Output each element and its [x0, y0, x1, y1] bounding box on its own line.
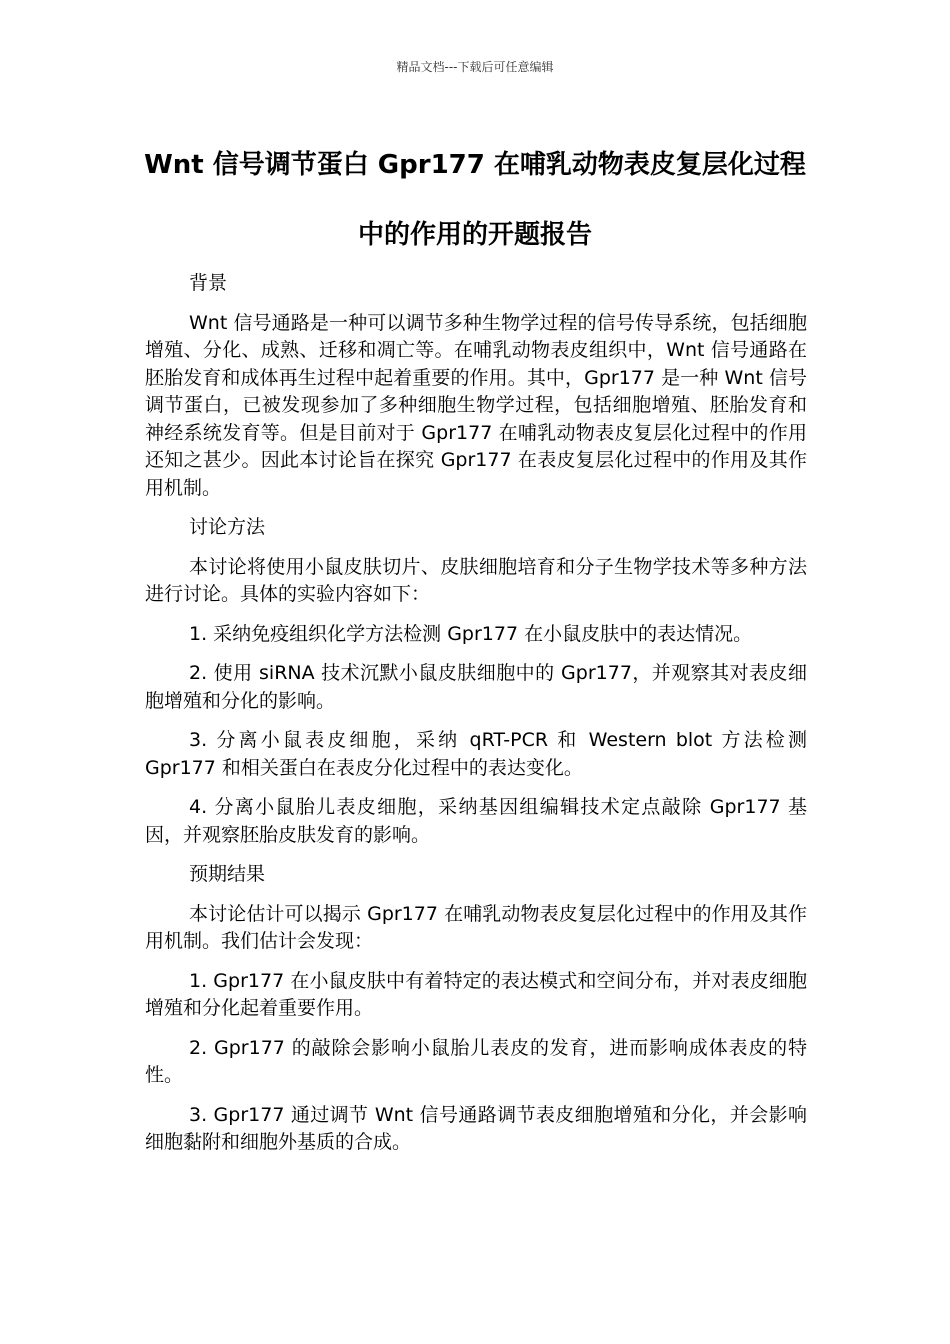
document-body [145, 270, 807, 1169]
method-item-2: 2. 使用 siRNA 技术沉默小鼠皮肤细胞中的 Gpr177，并观察其对表皮细胞增殖和分化的影响。 [145, 662, 807, 712]
method-item-1: 1. 采纳免疫组织化学方法检测 Gpr177 在小鼠皮肤中的表达情况。 [189, 622, 753, 645]
results-intro-paragraph: 本讨论估计可以揭示 Gpr177 在哺乳动物表皮复层化过程中的作用及其作用机制。我们估计会发现： [145, 902, 807, 952]
method-item-3: 3. 分离小鼠表皮细胞，采纳 qRT-PCR 和 Western blot 方法检测 Gpr177 和相关蛋白在表皮分化过程中的表达变化。 [145, 729, 807, 779]
method-intro-paragraph: 本讨论将使用小鼠皮肤切片、皮肤细胞培育和分子生物学技术等多种方法进行讨论。具体的实验内容如下： [145, 555, 807, 605]
section-heading-results: 预期结果 [189, 863, 266, 885]
section-heading-background: 背景 [189, 272, 228, 294]
results-item-2: 2. Gpr177 的敲除会影响小鼠胎儿表皮的发育，进而影响成体表皮的特性。 [145, 1036, 807, 1086]
results-item-1: 1. Gpr177 在小鼠皮肤中有着特定的表达模式和空间分布，并对表皮细胞增殖和分化起着重要作用。 [145, 969, 807, 1019]
method-item-4: 4. 分离小鼠胎儿表皮细胞，采纳基因组编辑技术定点敲除 Gpr177 基因，并观察胚胎皮肤发育的影响。 [145, 796, 807, 846]
background-paragraph: Wnt 信号通路是一种可以调节多种生物学过程的信号传导系统，包括细胞增殖、分化、成熟、迁移和凋亡等。在哺乳动物表皮组织中，Wnt 信号通路在胚胎发育和成体再生过程中起着重要的作用。其中，Gpr177 是一种 Wnt 信号调节蛋白，已被发现参加了多种细胞生物学过程，包括细胞增殖、胚胎发育和神经系统发育等。但是目前对于 Gpr177 在哺乳动物表皮复层化过程中的作用还知之甚少。因此本讨论旨在探究 Gpr177 在表皮复层化过程中的作用及其作用机制。 [145, 311, 807, 499]
results-item-3: 3. Gpr177 通过调节 Wnt 信号通路调节表皮细胞增殖和分化，并会影响细胞黏附和细胞外基质的合成。 [145, 1103, 807, 1153]
document-title: Wnt 信号调节蛋白 Gpr177 在哺乳动物表皮复层化过程中的作用的开题报告 [144, 150, 806, 250]
header-note: 精品文档---下载后可任意编辑 [396, 60, 554, 74]
section-heading-method: 讨论方法 [189, 516, 266, 538]
